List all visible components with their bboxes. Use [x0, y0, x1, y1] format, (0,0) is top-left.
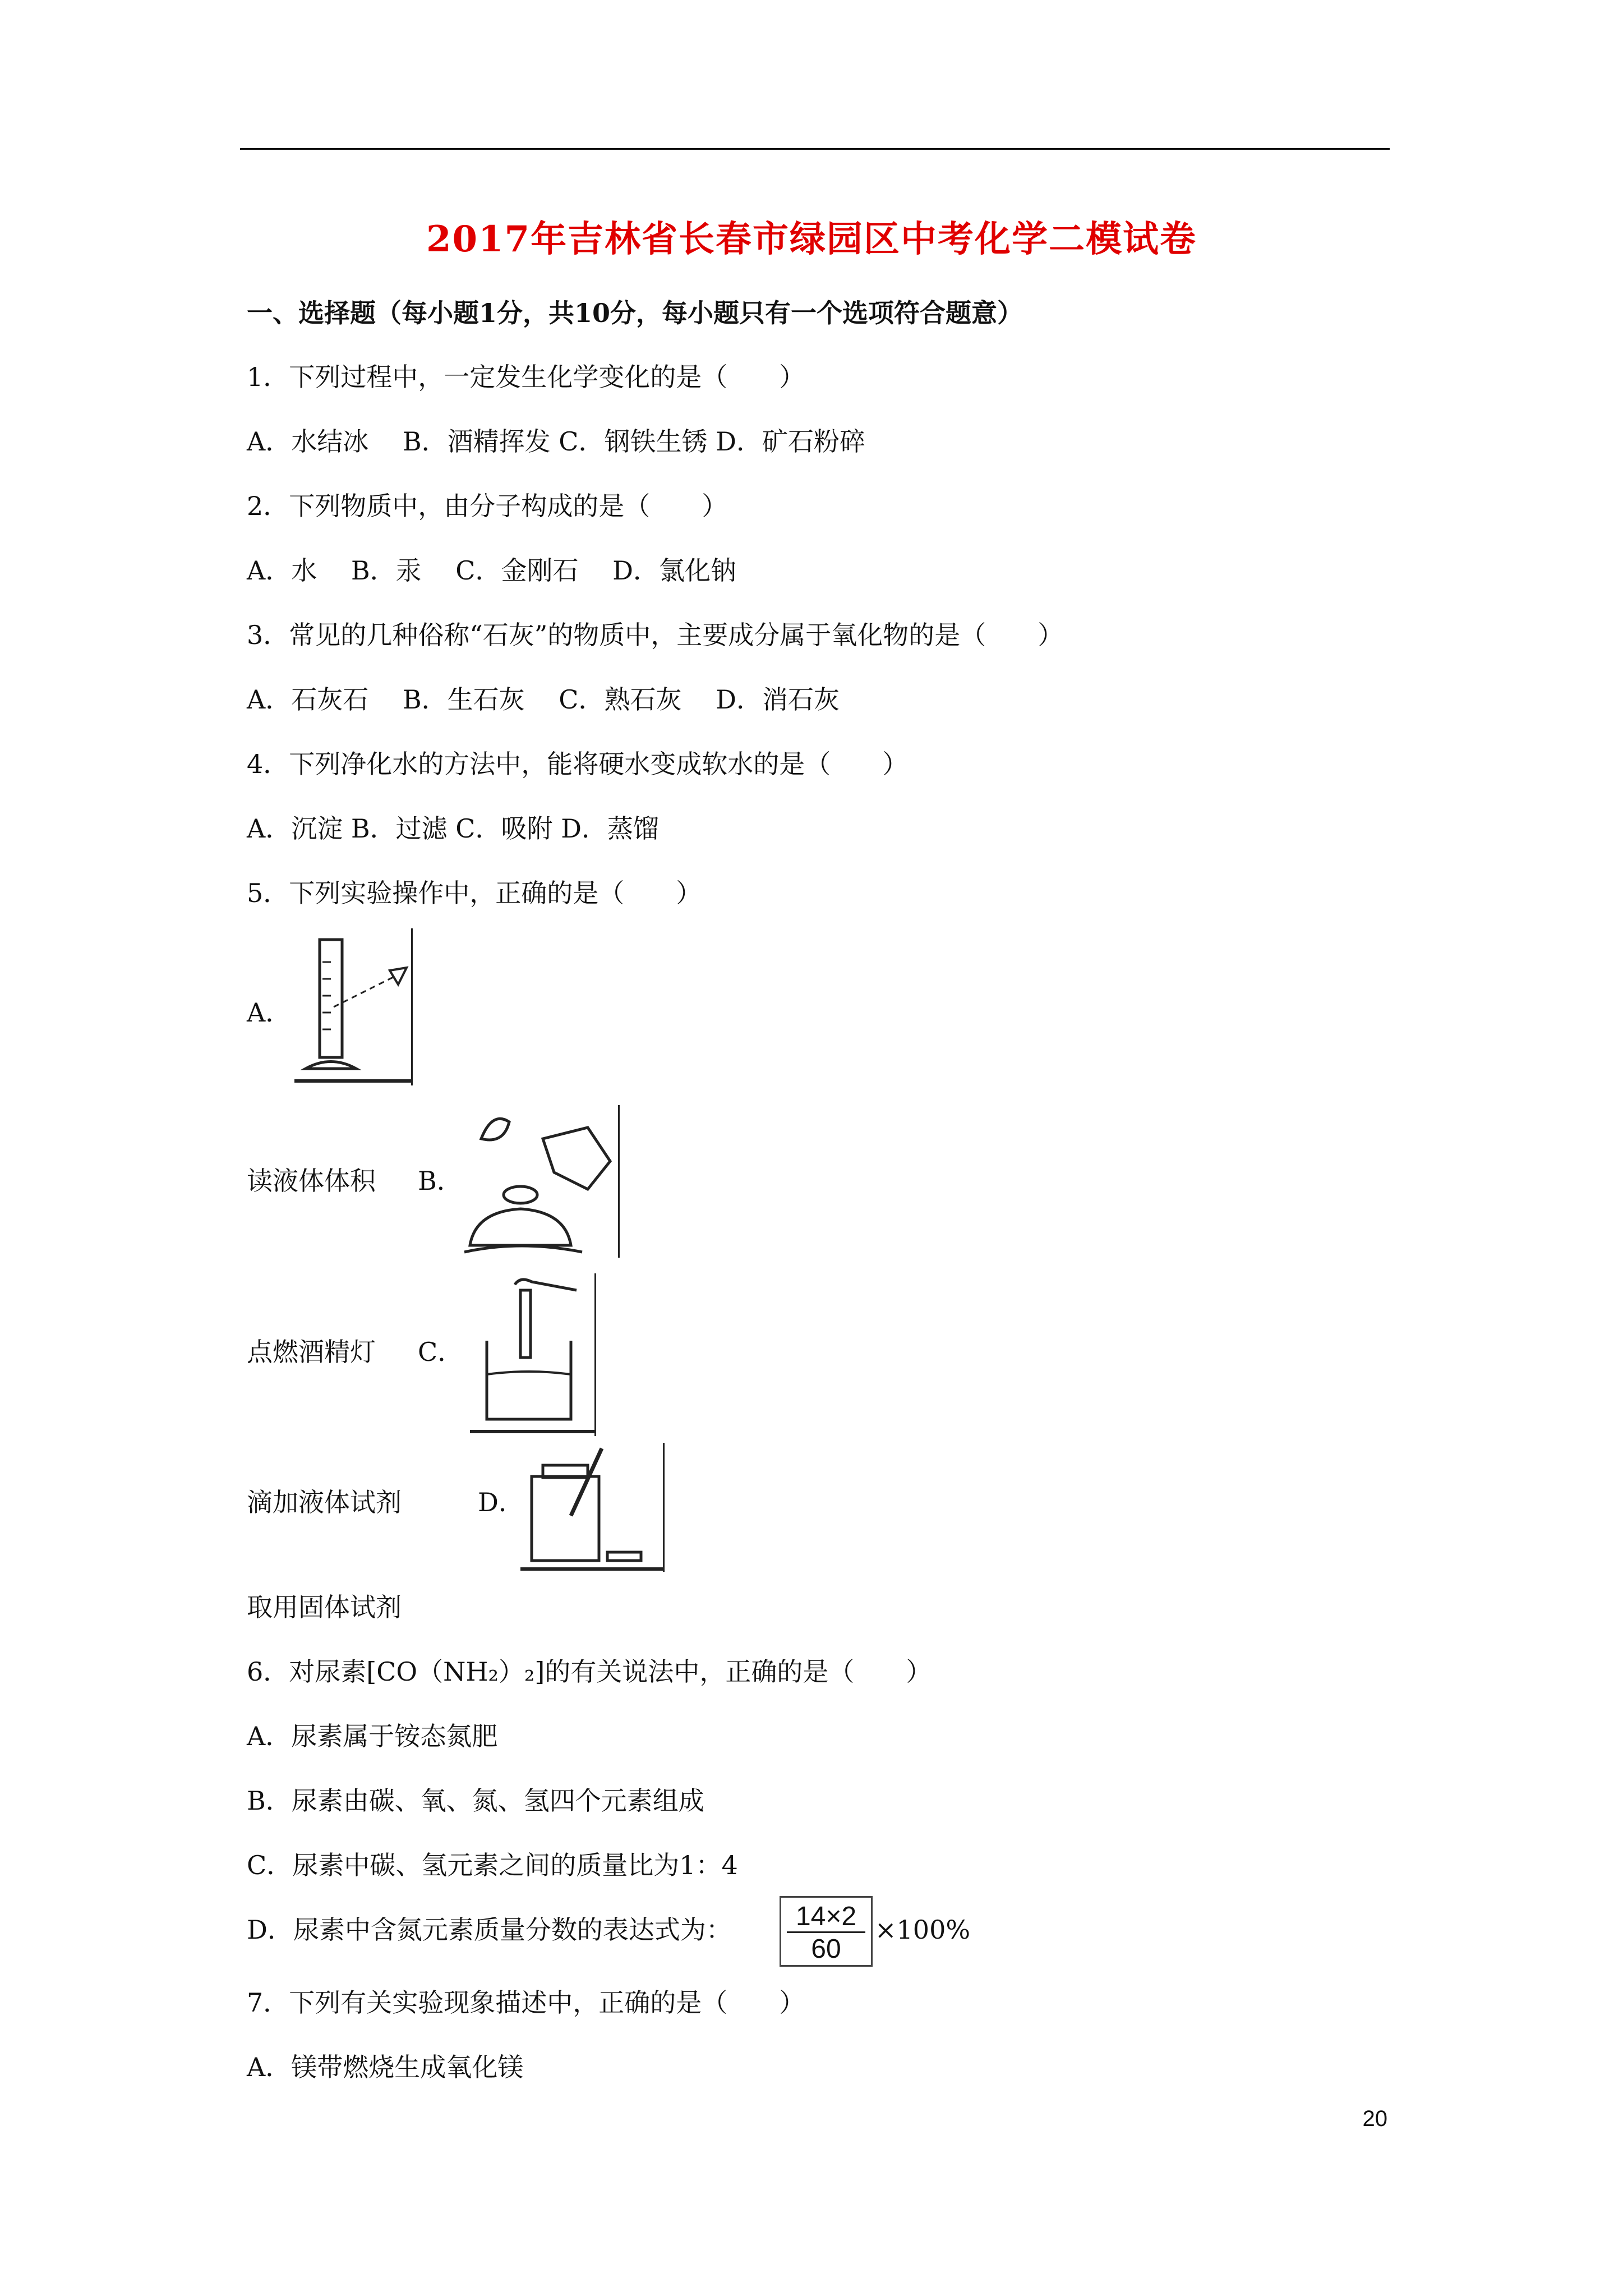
q6-option-b: B．尿素由碳、氧、氮、氢四个元素组成 — [247, 1786, 704, 1816]
q5-d-label: D． — [478, 1487, 524, 1517]
fraction-numerator: 14×2 — [795, 1902, 857, 1931]
q4-options: A．沉淀 B．过滤 C．吸附 D．蒸馏 — [247, 813, 659, 844]
q2-stem: 2．下列物质中，由分子构成的是（ ） — [247, 491, 728, 521]
q7-stem: 7．下列有关实验现象描述中，正确的是（ ） — [247, 1987, 805, 2018]
alcohol-lamp-figure — [459, 1105, 620, 1258]
q3-stem: 3．常见的几种俗称“石灰”的物质中，主要成分属于氧化物的是（ ） — [247, 620, 1064, 650]
q5-a-caption: 读液体体积 — [247, 1166, 376, 1196]
q5-c-label: C． — [418, 1337, 464, 1367]
q5-stem: 5．下列实验操作中，正确的是（ ） — [247, 878, 702, 908]
q4-stem: 4．下列净化水的方法中，能将硬水变成软水的是（ ） — [247, 749, 909, 779]
q5-b-label: B． — [418, 1166, 463, 1196]
fraction-bar — [787, 1931, 865, 1933]
q1-options: A．水结冰 B．酒精挥发 C．钢铁生锈 D．矿石粉碎 — [247, 426, 865, 457]
q6-option-d: D．尿素中含氮元素质量分数的表达式为： — [247, 1915, 732, 1945]
q2-options: A．水 B．汞 C．金刚石 D．氯化钠 — [247, 555, 736, 586]
q6-stem: 6．对尿素[CO（NH₂）₂]的有关说法中，正确的是（ ） — [247, 1657, 932, 1687]
q7-option-a: A．镁带燃烧生成氧化镁 — [247, 2052, 524, 2082]
nitrogen-fraction — [780, 1896, 873, 1967]
q5-a-label: A． — [247, 997, 292, 1028]
q6-option-a: A．尿素属于铵态氮肥 — [247, 1721, 498, 1751]
reagent-jar-figure — [520, 1443, 665, 1572]
section-heading: 一、选择题（每小题1分，共10分，每小题只有一个选项符合题意） — [247, 298, 1023, 328]
q5-d-caption: 取用固体试剂 — [247, 1592, 402, 1622]
graduated-cylinder-figure — [289, 928, 413, 1085]
q6-option-c: C．尿素中碳、氢元素之间的质量比为1：4 — [247, 1850, 738, 1880]
page-number: 20 — [1362, 2106, 1387, 2131]
q5-c-caption: 滴加液体试剂 — [247, 1487, 402, 1517]
q3-options: A．石灰石 B．生石灰 C．熟石灰 D．消石灰 — [247, 684, 840, 715]
header-rule — [240, 148, 1390, 150]
fraction-denominator: 60 — [811, 1934, 841, 1964]
q6-option-d-tail: ×100% — [875, 1915, 971, 1945]
dropper-beaker-figure — [464, 1273, 596, 1436]
q5-b-caption: 点燃酒精灯 — [247, 1337, 376, 1367]
q1-stem: 1．下列过程中，一定发生化学变化的是（ ） — [247, 362, 805, 392]
exam-title: 2017年吉林省长春市绿园区中考化学二模试卷 — [426, 218, 1197, 260]
